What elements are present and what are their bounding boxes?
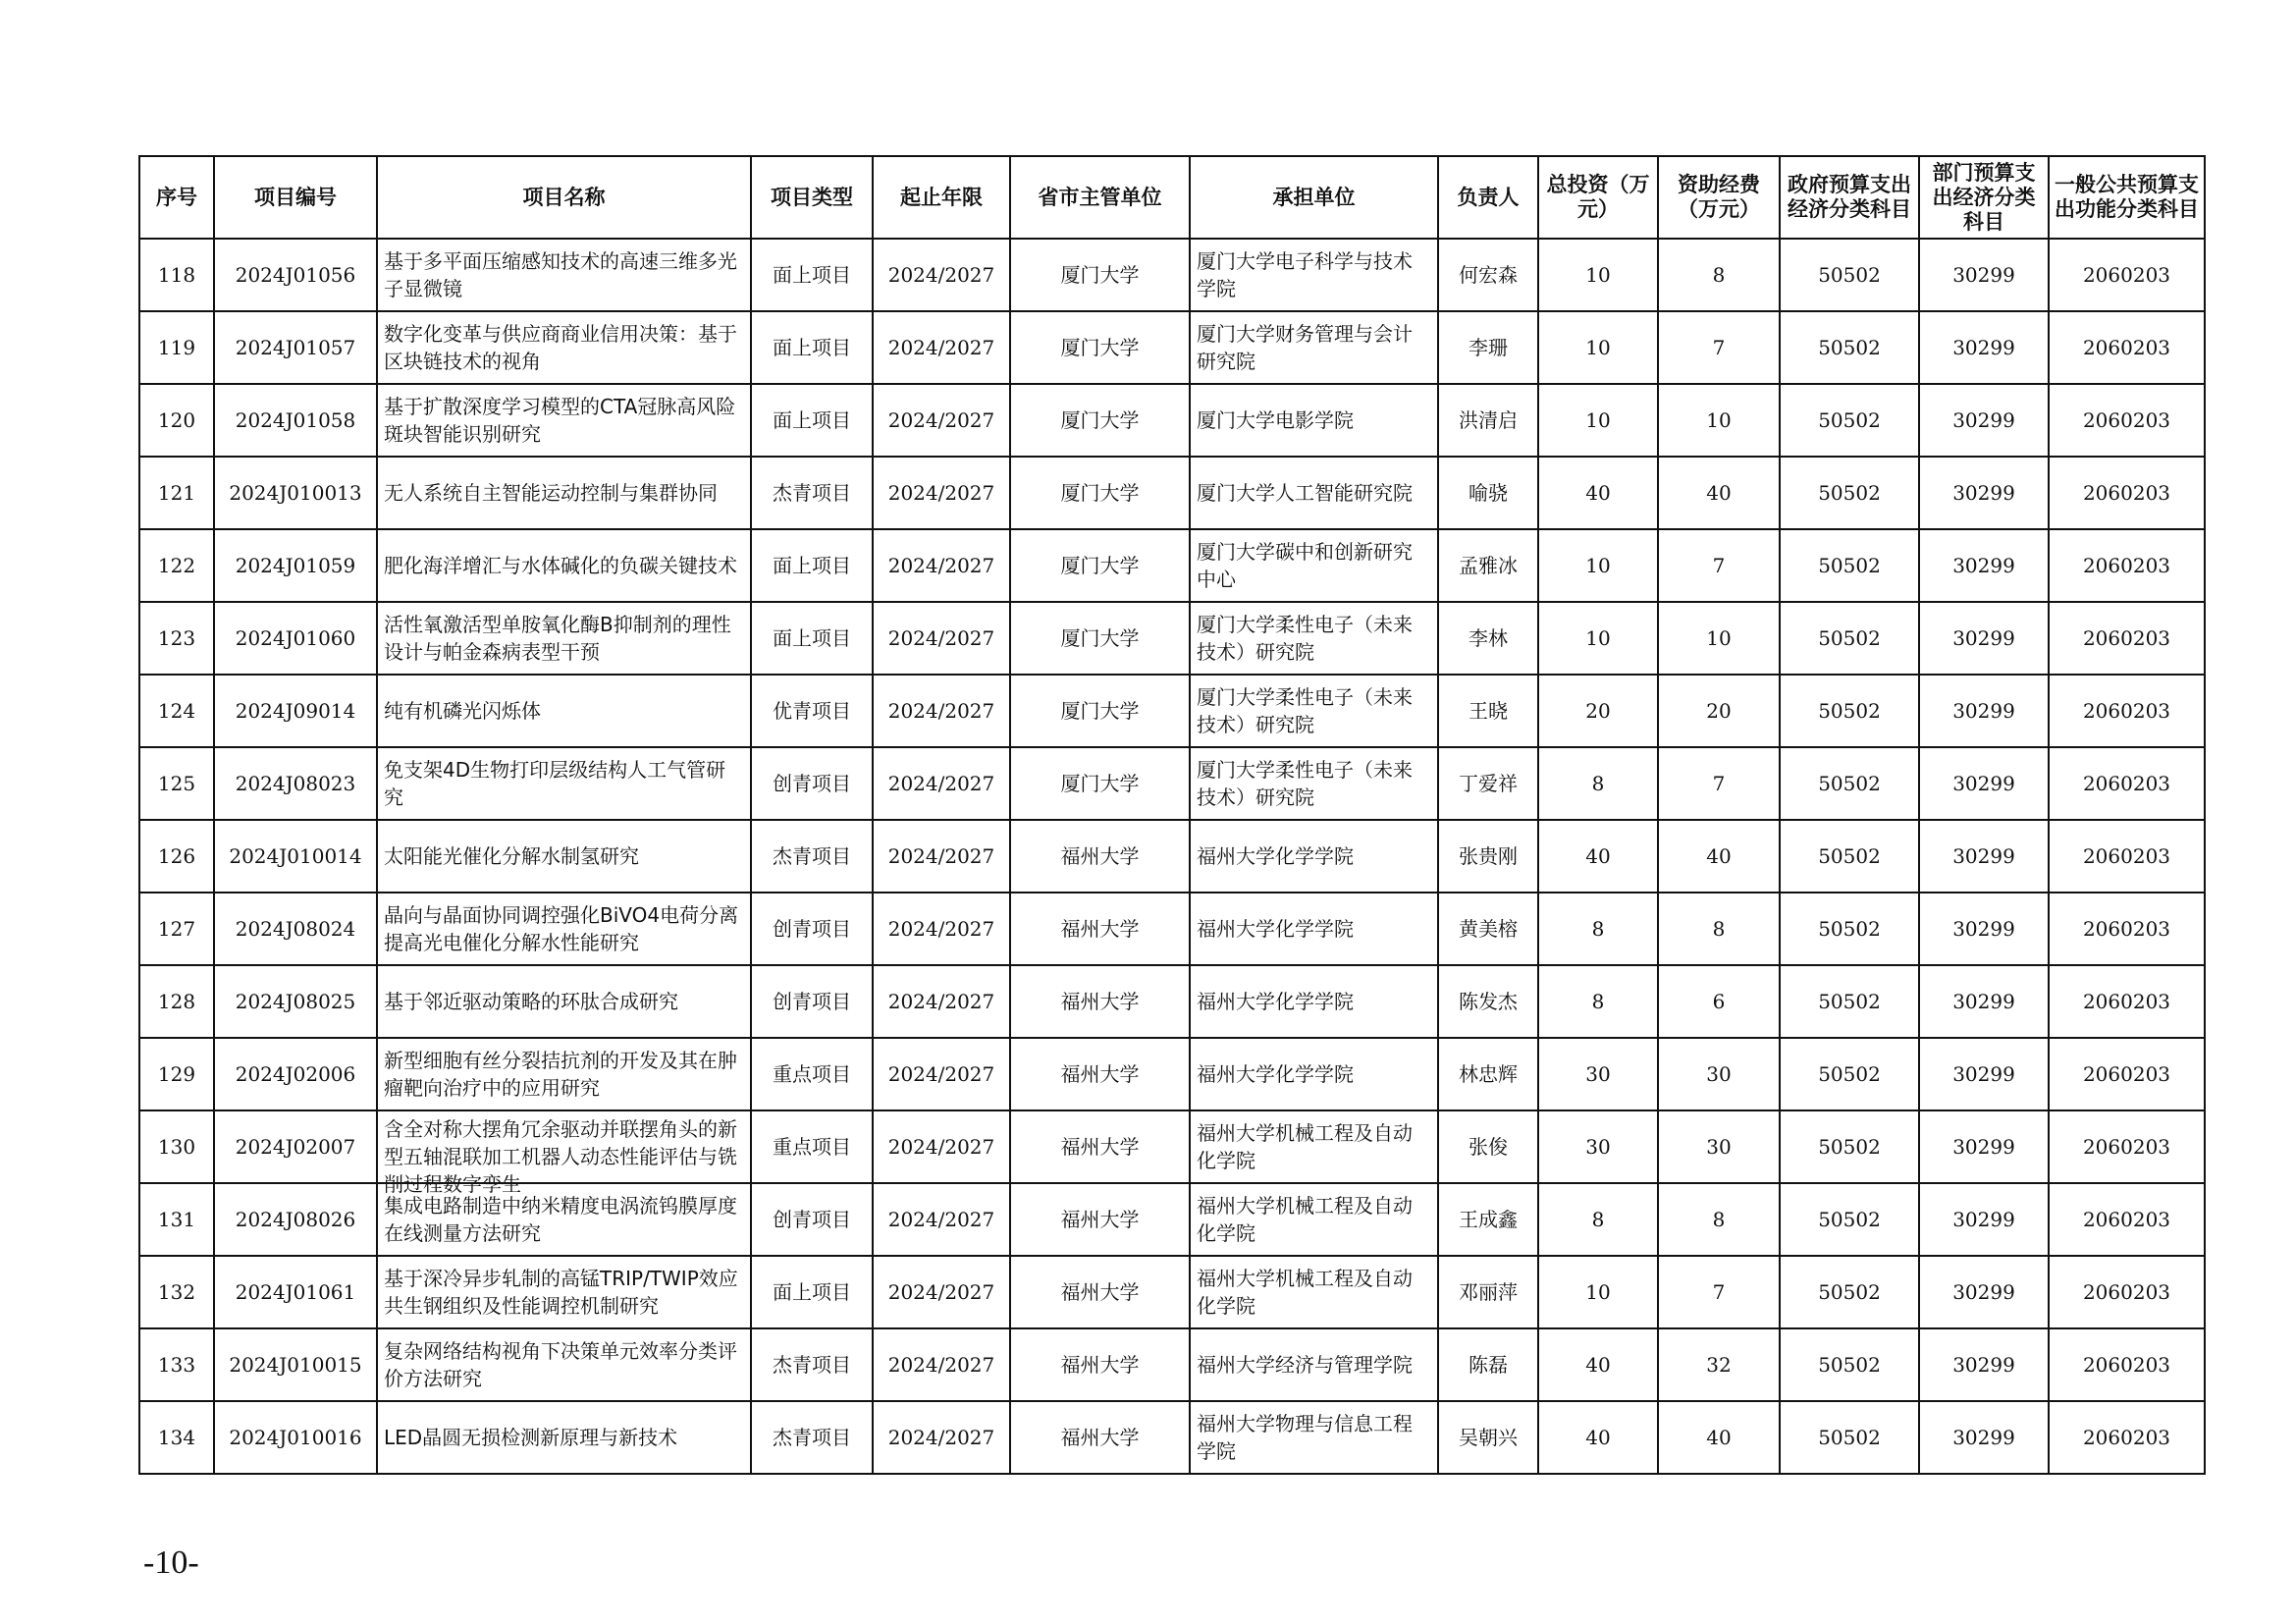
cell-type: 面上项目 (751, 239, 873, 311)
cell-name-text: 纯有机磷光闪烁体 (384, 699, 541, 723)
cell-total: 10 (1538, 311, 1658, 384)
cell-authority: 厦门大学 (1010, 747, 1190, 820)
cell-type: 杰青项目 (751, 1328, 873, 1401)
cell-seq: 118 (139, 239, 214, 311)
table-row (139, 1038, 2205, 1110)
cell-name (377, 311, 751, 384)
cell-unit-text: 福州大学机械工程及自动化学院 (1197, 1267, 1413, 1318)
cell-leader: 吴朝兴 (1438, 1401, 1538, 1474)
cell-total: 10 (1538, 529, 1658, 602)
cell-years: 2024/2027 (873, 1038, 1010, 1110)
cell-code: 2024J01056 (214, 239, 377, 311)
cell-funding: 30 (1658, 1038, 1780, 1110)
header-leader: 负责人 (1438, 156, 1538, 239)
table-row (139, 1183, 2205, 1256)
cell-seq: 123 (139, 602, 214, 675)
cell-name (377, 1183, 751, 1256)
cell-type: 创青项目 (751, 965, 873, 1038)
header-name: 项目名称 (377, 156, 751, 239)
cell-code: 2024J02006 (214, 1038, 377, 1110)
cell-unit-text: 福州大学化学学院 (1197, 990, 1354, 1013)
cell-authority: 福州大学 (1010, 1256, 1190, 1328)
cell-authority: 厦门大学 (1010, 675, 1190, 747)
cell-dept-econ: 30299 (1919, 1038, 2049, 1110)
cell-unit (1190, 893, 1438, 965)
cell-code: 2024J01060 (214, 602, 377, 675)
cell-unit-text: 福州大学化学学院 (1197, 1062, 1354, 1086)
cell-func: 2060203 (2049, 747, 2205, 820)
cell-code: 2024J010013 (214, 457, 377, 529)
cell-type: 面上项目 (751, 384, 873, 457)
cell-gov-econ: 50502 (1780, 820, 1919, 893)
cell-gov-econ: 50502 (1780, 1183, 1919, 1256)
cell-unit (1190, 965, 1438, 1038)
cell-funding: 20 (1658, 675, 1780, 747)
cell-seq: 122 (139, 529, 214, 602)
cell-funding: 40 (1658, 1401, 1780, 1474)
table-body (139, 239, 2205, 1474)
cell-name-text: 无人系统自主智能运动控制与集群协同 (384, 481, 718, 505)
cell-unit-text: 厦门大学柔性电子（未来技术）研究院 (1197, 685, 1413, 736)
cell-unit-text: 福州大学物理与信息工程学院 (1197, 1412, 1413, 1463)
cell-dept-econ: 30299 (1919, 893, 2049, 965)
cell-unit (1190, 457, 1438, 529)
cell-type: 优青项目 (751, 675, 873, 747)
cell-authority: 厦门大学 (1010, 239, 1190, 311)
cell-gov-econ: 50502 (1780, 1256, 1919, 1328)
cell-seq: 133 (139, 1328, 214, 1401)
cell-gov-econ: 50502 (1780, 602, 1919, 675)
cell-funding: 8 (1658, 1183, 1780, 1256)
cell-unit-text: 厦门大学电子科学与技术学院 (1197, 249, 1413, 300)
cell-name-text: 集成电路制造中纳米精度电涡流钨膜厚度在线测量方法研究 (384, 1194, 737, 1245)
cell-funding: 40 (1658, 457, 1780, 529)
header-funding: 资助经费（万元） (1658, 156, 1780, 239)
cell-leader: 李林 (1438, 602, 1538, 675)
table-row (139, 311, 2205, 384)
cell-func: 2060203 (2049, 602, 2205, 675)
cell-unit (1190, 384, 1438, 457)
cell-total: 8 (1538, 1183, 1658, 1256)
cell-name-text: 基于扩散深度学习模型的CTA冠脉高风险斑块智能识别研究 (384, 395, 736, 446)
cell-type: 创青项目 (751, 1183, 873, 1256)
cell-leader: 张贵刚 (1438, 820, 1538, 893)
cell-unit-text: 福州大学化学学院 (1197, 844, 1354, 868)
header-seq: 序号 (139, 156, 214, 239)
table-row (139, 675, 2205, 747)
cell-name-text: 晶向与晶面协同调控强化BiVO4电荷分离提高光电催化分解水性能研究 (384, 903, 739, 954)
cell-code: 2024J010016 (214, 1401, 377, 1474)
cell-dept-econ: 30299 (1919, 1110, 2049, 1183)
cell-funding: 7 (1658, 1256, 1780, 1328)
cell-total: 40 (1538, 820, 1658, 893)
cell-gov-econ: 50502 (1780, 384, 1919, 457)
project-table (138, 155, 2206, 1475)
cell-seq: 121 (139, 457, 214, 529)
cell-name-text: 基于深冷异步轧制的高锰TRIP/TWIP效应共生钢组织及性能调控机制研究 (384, 1267, 738, 1318)
cell-unit-text: 厦门大学柔性电子（未来技术）研究院 (1197, 758, 1413, 809)
cell-leader: 邓丽萍 (1438, 1256, 1538, 1328)
cell-name (377, 1038, 751, 1110)
cell-code: 2024J010014 (214, 820, 377, 893)
cell-unit (1190, 1401, 1438, 1474)
cell-gov-econ: 50502 (1780, 965, 1919, 1038)
cell-years: 2024/2027 (873, 529, 1010, 602)
cell-authority: 厦门大学 (1010, 384, 1190, 457)
cell-seq: 124 (139, 675, 214, 747)
header-gov-econ: 政府预算支出经济分类科目 (1780, 156, 1919, 239)
cell-leader: 洪清启 (1438, 384, 1538, 457)
table-row (139, 529, 2205, 602)
cell-name (377, 529, 751, 602)
cell-name (377, 1328, 751, 1401)
cell-func: 2060203 (2049, 529, 2205, 602)
cell-dept-econ: 30299 (1919, 1328, 2049, 1401)
cell-unit (1190, 311, 1438, 384)
cell-name-text: 太阳能光催化分解水制氢研究 (384, 844, 639, 868)
header-row (139, 156, 2205, 239)
cell-seq: 127 (139, 893, 214, 965)
cell-gov-econ: 50502 (1780, 747, 1919, 820)
cell-dept-econ: 30299 (1919, 1256, 2049, 1328)
cell-unit (1190, 1256, 1438, 1328)
cell-total: 8 (1538, 893, 1658, 965)
cell-type: 杰青项目 (751, 457, 873, 529)
cell-code: 2024J01059 (214, 529, 377, 602)
cell-leader: 张俊 (1438, 1110, 1538, 1183)
cell-type: 面上项目 (751, 602, 873, 675)
cell-authority: 福州大学 (1010, 965, 1190, 1038)
cell-leader: 林忠辉 (1438, 1038, 1538, 1110)
cell-unit (1190, 675, 1438, 747)
cell-authority: 厦门大学 (1010, 529, 1190, 602)
cell-gov-econ: 50502 (1780, 675, 1919, 747)
cell-unit (1190, 1038, 1438, 1110)
cell-name (377, 1110, 751, 1196)
cell-name (377, 239, 751, 311)
cell-leader: 何宏森 (1438, 239, 1538, 311)
cell-gov-econ: 50502 (1780, 1328, 1919, 1401)
cell-name-text: 活性氧激活型单胺氧化酶B抑制剂的理性设计与帕金森病表型干预 (384, 613, 731, 664)
cell-code: 2024J09014 (214, 675, 377, 747)
cell-years: 2024/2027 (873, 675, 1010, 747)
cell-dept-econ: 30299 (1919, 311, 2049, 384)
table-row (139, 1401, 2205, 1474)
cell-type: 面上项目 (751, 1256, 873, 1328)
cell-dept-econ: 30299 (1919, 675, 2049, 747)
table-row (139, 747, 2205, 820)
cell-name (377, 893, 751, 965)
cell-code: 2024J01061 (214, 1256, 377, 1328)
cell-total: 8 (1538, 965, 1658, 1038)
cell-dept-econ: 30299 (1919, 529, 2049, 602)
cell-leader: 丁爱祥 (1438, 747, 1538, 820)
cell-gov-econ: 50502 (1780, 311, 1919, 384)
cell-name (377, 602, 751, 675)
cell-code: 2024J01058 (214, 384, 377, 457)
cell-dept-econ: 30299 (1919, 457, 2049, 529)
cell-funding: 7 (1658, 311, 1780, 384)
cell-code: 2024J01057 (214, 311, 377, 384)
cell-total: 30 (1538, 1038, 1658, 1110)
cell-name (377, 965, 751, 1038)
cell-funding: 8 (1658, 239, 1780, 311)
cell-authority: 福州大学 (1010, 1110, 1190, 1183)
cell-total: 8 (1538, 747, 1658, 820)
cell-func: 2060203 (2049, 965, 2205, 1038)
cell-func: 2060203 (2049, 1328, 2205, 1401)
cell-type: 创青项目 (751, 893, 873, 965)
cell-func: 2060203 (2049, 1038, 2205, 1110)
table-row (139, 384, 2205, 457)
cell-name (377, 384, 751, 457)
cell-name-text: LED晶圆无损检测新原理与新技术 (384, 1426, 678, 1449)
cell-type: 重点项目 (751, 1038, 873, 1110)
table-row (139, 602, 2205, 675)
cell-funding: 30 (1658, 1110, 1780, 1183)
cell-gov-econ: 50502 (1780, 1401, 1919, 1474)
cell-func: 2060203 (2049, 384, 2205, 457)
cell-authority: 福州大学 (1010, 893, 1190, 965)
cell-total: 10 (1538, 602, 1658, 675)
cell-name-text: 肥化海洋增汇与水体碱化的负碳关键技术 (384, 554, 737, 577)
cell-years: 2024/2027 (873, 820, 1010, 893)
cell-years: 2024/2027 (873, 457, 1010, 529)
cell-name-text: 数字化变革与供应商商业信用决策：基于区块链技术的视角 (384, 322, 737, 373)
cell-years: 2024/2027 (873, 1328, 1010, 1401)
cell-unit-text: 厦门大学财务管理与会计研究院 (1197, 322, 1413, 373)
table-row (139, 239, 2205, 311)
cell-unit-text: 福州大学机械工程及自动化学院 (1197, 1194, 1413, 1245)
cell-func: 2060203 (2049, 457, 2205, 529)
cell-leader: 陈磊 (1438, 1328, 1538, 1401)
cell-seq: 126 (139, 820, 214, 893)
cell-gov-econ: 50502 (1780, 1110, 1919, 1183)
header-dept-econ: 部门预算支出经济分类科目 (1919, 156, 2049, 239)
cell-gov-econ: 50502 (1780, 457, 1919, 529)
cell-dept-econ: 30299 (1919, 1401, 2049, 1474)
cell-authority: 厦门大学 (1010, 457, 1190, 529)
cell-authority: 福州大学 (1010, 820, 1190, 893)
cell-unit (1190, 747, 1438, 820)
cell-unit-text: 厦门大学碳中和创新研究中心 (1197, 540, 1413, 591)
cell-gov-econ: 50502 (1780, 1038, 1919, 1110)
cell-unit (1190, 1183, 1438, 1256)
cell-leader: 喻骁 (1438, 457, 1538, 529)
cell-years: 2024/2027 (873, 1183, 1010, 1256)
cell-func: 2060203 (2049, 1110, 2205, 1183)
cell-leader: 王成鑫 (1438, 1183, 1538, 1256)
cell-years: 2024/2027 (873, 239, 1010, 311)
cell-seq: 134 (139, 1401, 214, 1474)
cell-code: 2024J010015 (214, 1328, 377, 1401)
cell-func: 2060203 (2049, 311, 2205, 384)
cell-name (377, 457, 751, 529)
table-row (139, 1256, 2205, 1328)
cell-name (377, 747, 751, 820)
cell-name (377, 820, 751, 893)
cell-seq: 120 (139, 384, 214, 457)
cell-funding: 7 (1658, 747, 1780, 820)
cell-total: 40 (1538, 1328, 1658, 1401)
table-row (139, 1328, 2205, 1401)
cell-name-text: 基于多平面压缩感知技术的高速三维多光子显微镜 (384, 249, 737, 300)
cell-code: 2024J08024 (214, 893, 377, 965)
cell-func: 2060203 (2049, 1256, 2205, 1328)
cell-dept-econ: 30299 (1919, 965, 2049, 1038)
cell-authority: 福州大学 (1010, 1183, 1190, 1256)
cell-name (377, 675, 751, 747)
cell-gov-econ: 50502 (1780, 239, 1919, 311)
cell-years: 2024/2027 (873, 1256, 1010, 1328)
cell-total: 40 (1538, 457, 1658, 529)
cell-leader: 李珊 (1438, 311, 1538, 384)
cell-total: 40 (1538, 1401, 1658, 1474)
cell-code: 2024J08025 (214, 965, 377, 1038)
page-number: -10- (143, 1544, 199, 1581)
cell-total: 30 (1538, 1110, 1658, 1183)
cell-years: 2024/2027 (873, 747, 1010, 820)
cell-seq: 125 (139, 747, 214, 820)
cell-years: 2024/2027 (873, 311, 1010, 384)
cell-func: 2060203 (2049, 1183, 2205, 1256)
cell-total: 20 (1538, 675, 1658, 747)
cell-years: 2024/2027 (873, 384, 1010, 457)
cell-funding: 40 (1658, 820, 1780, 893)
cell-total: 10 (1538, 384, 1658, 457)
header-code: 项目编号 (214, 156, 377, 239)
cell-func: 2060203 (2049, 820, 2205, 893)
header-func: 一般公共预算支出功能分类科目 (2049, 156, 2205, 239)
cell-funding: 7 (1658, 529, 1780, 602)
cell-authority: 福州大学 (1010, 1038, 1190, 1110)
cell-name-text: 新型细胞有丝分裂拮抗剂的开发及其在肿瘤靶向治疗中的应用研究 (384, 1049, 737, 1100)
cell-gov-econ: 50502 (1780, 893, 1919, 965)
cell-years: 2024/2027 (873, 1110, 1010, 1183)
cell-unit-text: 福州大学经济与管理学院 (1197, 1353, 1413, 1377)
cell-unit-text: 福州大学机械工程及自动化学院 (1197, 1121, 1413, 1172)
cell-func: 2060203 (2049, 239, 2205, 311)
cell-dept-econ: 30299 (1919, 239, 2049, 311)
cell-authority: 福州大学 (1010, 1401, 1190, 1474)
cell-unit (1190, 1328, 1438, 1401)
cell-authority: 厦门大学 (1010, 311, 1190, 384)
cell-unit-text: 厦门大学人工智能研究院 (1197, 481, 1413, 505)
cell-dept-econ: 30299 (1919, 384, 2049, 457)
cell-code: 2024J02007 (214, 1110, 377, 1183)
cell-unit (1190, 1110, 1438, 1183)
cell-name-text: 基于邻近驱动策略的环肽合成研究 (384, 990, 678, 1013)
header-type: 项目类型 (751, 156, 873, 239)
cell-name-text: 免支架4D生物打印层级结构人工气管研究 (384, 758, 726, 809)
cell-funding: 6 (1658, 965, 1780, 1038)
cell-type: 杰青项目 (751, 820, 873, 893)
cell-dept-econ: 30299 (1919, 602, 2049, 675)
cell-authority: 厦门大学 (1010, 602, 1190, 675)
cell-func: 2060203 (2049, 893, 2205, 965)
cell-seq: 119 (139, 311, 214, 384)
cell-total: 10 (1538, 1256, 1658, 1328)
cell-dept-econ: 30299 (1919, 747, 2049, 820)
table-row (139, 1110, 2205, 1183)
cell-seq: 128 (139, 965, 214, 1038)
header-years: 起止年限 (873, 156, 1010, 239)
cell-name-text: 含全对称大摆角冗余驱动并联摆角头的新型五轴混联加工机器人动态性能评估与铣削过程数字孪生 (384, 1117, 737, 1196)
cell-type: 面上项目 (751, 311, 873, 384)
cell-type: 创青项目 (751, 747, 873, 820)
cell-leader: 孟雅冰 (1438, 529, 1538, 602)
cell-seq: 131 (139, 1183, 214, 1256)
cell-unit-text: 厦门大学电影学院 (1197, 408, 1354, 432)
cell-seq: 129 (139, 1038, 214, 1110)
table-row (139, 457, 2205, 529)
cell-type: 面上项目 (751, 529, 873, 602)
table-row (139, 820, 2205, 893)
cell-name-text: 复杂网络结构视角下决策单元效率分类评价方法研究 (384, 1339, 737, 1390)
cell-years: 2024/2027 (873, 965, 1010, 1038)
cell-code: 2024J08023 (214, 747, 377, 820)
header-unit: 承担单位 (1190, 156, 1438, 239)
cell-type: 杰青项目 (751, 1401, 873, 1474)
cell-name (377, 1256, 751, 1328)
cell-years: 2024/2027 (873, 1401, 1010, 1474)
cell-leader: 王晓 (1438, 675, 1538, 747)
cell-funding: 8 (1658, 893, 1780, 965)
cell-unit-text: 福州大学化学学院 (1197, 917, 1354, 941)
cell-total: 10 (1538, 239, 1658, 311)
cell-seq: 132 (139, 1256, 214, 1328)
cell-unit (1190, 529, 1438, 602)
cell-authority: 福州大学 (1010, 1328, 1190, 1401)
cell-years: 2024/2027 (873, 893, 1010, 965)
cell-funding: 32 (1658, 1328, 1780, 1401)
cell-seq: 130 (139, 1110, 214, 1183)
cell-leader: 陈发杰 (1438, 965, 1538, 1038)
cell-name (377, 1401, 751, 1474)
cell-funding: 10 (1658, 602, 1780, 675)
cell-unit (1190, 820, 1438, 893)
cell-dept-econ: 30299 (1919, 820, 2049, 893)
cell-dept-econ: 30299 (1919, 1183, 2049, 1256)
table-row (139, 965, 2205, 1038)
cell-leader: 黄美榕 (1438, 893, 1538, 965)
cell-func: 2060203 (2049, 675, 2205, 747)
header-authority: 省市主管单位 (1010, 156, 1190, 239)
cell-type: 重点项目 (751, 1110, 873, 1183)
table-row (139, 893, 2205, 965)
cell-unit (1190, 602, 1438, 675)
cell-code: 2024J08026 (214, 1183, 377, 1256)
cell-funding: 10 (1658, 384, 1780, 457)
cell-gov-econ: 50502 (1780, 529, 1919, 602)
cell-unit-text: 厦门大学柔性电子（未来技术）研究院 (1197, 613, 1413, 664)
cell-unit (1190, 239, 1438, 311)
cell-years: 2024/2027 (873, 602, 1010, 675)
header-total: 总投资（万元） (1538, 156, 1658, 239)
cell-func: 2060203 (2049, 1401, 2205, 1474)
